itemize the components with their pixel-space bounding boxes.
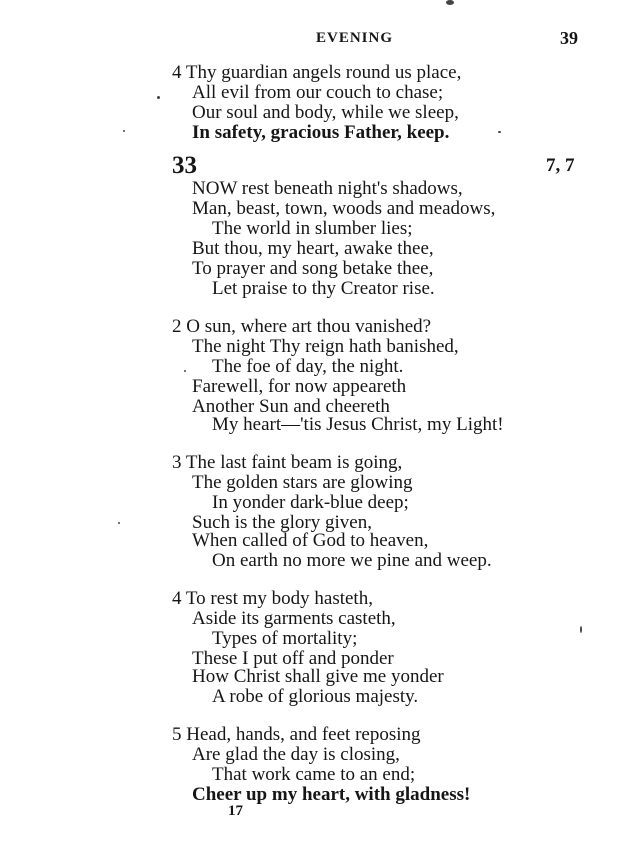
scan-speck	[446, 0, 454, 5]
stanza-1-line: Man, beast, town, woods and meadows,	[192, 198, 496, 219]
scan-speck	[157, 96, 160, 99]
stanza-2-line: 2 O sun, where art thou vanished?	[172, 316, 432, 337]
stanza-5-line: Are glad the day is closing,	[192, 744, 400, 765]
scan-speck	[580, 626, 582, 633]
stanza-4-line: These I put off and ponder	[192, 648, 394, 669]
stanza-4-line: A robe of glorious majesty.	[212, 686, 419, 707]
stanza-3-line: On earth no more we pine and weep.	[212, 550, 492, 571]
previous-hymn-line: In safety, gracious Father, keep.	[192, 122, 450, 143]
scan-speck	[118, 522, 120, 524]
stanza-4-line: Aside its garments casteth,	[192, 608, 396, 629]
previous-hymn-line: Our soul and body, while we sleep,	[192, 102, 459, 123]
stanza-3-line: When called of God to heaven,	[192, 530, 429, 551]
running-head	[0, 30, 640, 52]
stanza-3-line: 3 The last faint beam is going,	[172, 452, 403, 473]
previous-hymn-line: All evil from our couch to chase;	[192, 82, 444, 103]
scan-speck	[184, 370, 186, 372]
scan-speck	[498, 131, 501, 133]
previous-hymn-line: 4 Thy guardian angels round us place,	[172, 62, 462, 83]
stanza-5-line: That work came to an end;	[212, 764, 416, 785]
stanza-4-line: How Christ shall give me yonder	[192, 666, 444, 687]
stanza-2-line: Farewell, for now appeareth	[192, 376, 407, 397]
stanza-1-line: Let praise to thy Creator rise.	[212, 278, 435, 299]
signature-mark: 17	[228, 803, 243, 819]
stanza-5-line: 5 Head, hands, and feet reposing	[172, 724, 421, 745]
stanza-4-line: Types of mortality;	[212, 628, 358, 649]
hymn-meter: 7, 7	[546, 155, 575, 176]
stanza-2-line: The foe of day, the night.	[212, 356, 404, 377]
stanza-1-line: To prayer and song betake thee,	[192, 258, 434, 279]
stanza-1-line: NOW rest beneath night's shadows,	[192, 178, 463, 199]
page-number: 39	[560, 28, 578, 48]
scan-speck	[123, 130, 125, 132]
stanza-3-line: In yonder dark-blue deep;	[212, 492, 409, 513]
hymn-number: 33	[172, 152, 197, 179]
section-title: EVENING	[316, 30, 394, 46]
stanza-3-line: Such is the glory given,	[192, 512, 372, 533]
stanza-2-line: Another Sun and cheereth	[192, 396, 390, 417]
stanza-4-line: 4 To rest my body hasteth,	[172, 588, 373, 609]
stanza-5-line: Cheer up my heart, with gladness!	[192, 784, 471, 805]
stanza-3-line: The golden stars are glowing	[192, 472, 413, 493]
stanza-1-line: But thou, my heart, awake thee,	[192, 238, 434, 259]
stanza-2-line: The night Thy reign hath banished,	[192, 336, 459, 357]
stanza-1-line: The world in slumber lies;	[212, 218, 413, 239]
stanza-2-line: My heart—'tis Jesus Christ, my Light!	[212, 414, 504, 435]
